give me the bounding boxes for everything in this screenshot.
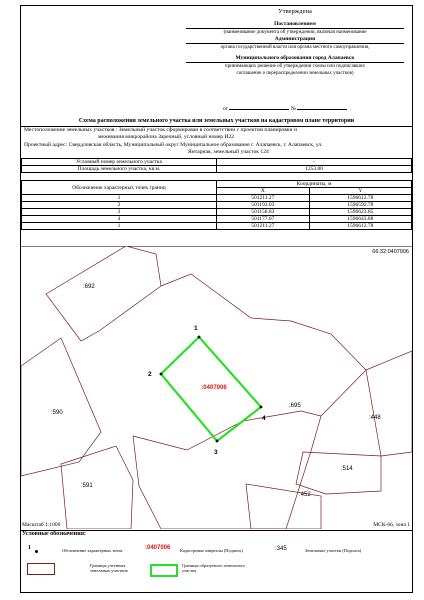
- point-cell: 1: [22, 195, 217, 202]
- legend-existing-label: Границы учтенных земельных участков: [90, 563, 128, 573]
- y-cell: 1596612.78: [309, 223, 411, 230]
- lot-label: :590: [51, 410, 63, 416]
- crs-text: МСК-66, зона 1: [373, 522, 410, 528]
- lot-590-boundary: [21, 338, 101, 476]
- x-cell: 501177.07: [217, 216, 310, 223]
- coords-col-coords: Координаты, м: [217, 181, 412, 188]
- scale-text: Масштаб 1:1000: [22, 522, 61, 528]
- coords-col-x: X: [217, 188, 310, 195]
- location-line1: Местоположение земельных участков : Земельный участок сформирован в соответствии с проектом планировки и: [24, 127, 297, 133]
- approval-municipality: Муниципального образования город Алапаевск: [186, 55, 404, 63]
- approval-authority: Администрации: [186, 36, 404, 44]
- y-cell: 1596643.88: [309, 216, 411, 223]
- parcel-quarter-label: :0407006: [201, 385, 227, 391]
- legend-quarter-label: Кадастровые кварталы (Подпись): [180, 548, 243, 553]
- point-marker-icon: [35, 550, 38, 553]
- approval-note-line1: принимающих решение об утверждении схемы или подписавших: [224, 64, 366, 69]
- location-line2: межевания микрорайона Заречный, условный номер И22: [98, 134, 235, 140]
- coords-col-y: Y: [309, 188, 411, 195]
- lot-591-boundary: [61, 446, 133, 529]
- y-cell: 1596612.78: [309, 195, 411, 202]
- approval-doc-type: Постановлением: [186, 21, 404, 29]
- legend-existing-swatch: [27, 563, 55, 575]
- y-cell: 1596592.78: [309, 202, 411, 209]
- point-cell: 1: [22, 223, 217, 230]
- parcel-number-value: -: [217, 159, 412, 166]
- approval-date-number: [223, 106, 347, 112]
- y-cell: 1596623.85: [309, 209, 411, 216]
- coords-table: [21, 180, 412, 230]
- table-row: [22, 209, 412, 216]
- table-row: [22, 216, 412, 223]
- point-cell: 3: [22, 209, 217, 216]
- point-label: 2: [148, 371, 152, 378]
- approval-authority-note: органа государственной власти или органа местного самоуправления,: [220, 45, 370, 50]
- lot-695-boundary: [133, 411, 321, 529]
- approval-doc-type-note: (наименование документа об утверждении, включая наименование: [223, 30, 367, 35]
- point-marker: [260, 406, 263, 409]
- point-marker: [216, 440, 219, 443]
- point-marker: [160, 373, 163, 376]
- coords-rows: [22, 195, 412, 230]
- approval-heading: Утверждена: [278, 8, 312, 15]
- approval-block: [180, 8, 410, 77]
- legend-point-number: 1: [28, 545, 31, 551]
- legend-lot-label: Земельные участки (Подпись): [305, 548, 362, 553]
- coords-col-points: Обозначение характерных точек границ: [22, 181, 217, 195]
- point-cell: 4: [22, 216, 217, 223]
- x-cell: 501211.27: [217, 223, 310, 230]
- legend-lot-sample: :345: [275, 546, 287, 552]
- table-row: [22, 202, 412, 209]
- parcel-area-value: 1253.00: [217, 166, 412, 173]
- lot-label: :591: [81, 483, 93, 489]
- point-cell: 2: [22, 202, 217, 209]
- point-label: 1: [194, 325, 198, 332]
- quarter-label: 66:32:0407006: [372, 249, 409, 255]
- point-label: 3: [214, 449, 218, 456]
- location-line4: Янтарная, земельный участок 124: [188, 149, 269, 155]
- legend-quarter-sample: :0407006: [145, 545, 171, 551]
- number-prefix: №: [290, 106, 297, 112]
- lot-692-boundary: [46, 246, 161, 341]
- date-prefix: от: [223, 106, 229, 112]
- x-cell: 501158.83: [217, 209, 310, 216]
- legend-title: Условные обозначения:: [22, 531, 86, 537]
- lot-boundary-line: [321, 370, 366, 416]
- lot-448-boundary: [366, 351, 412, 456]
- legend-formed-label: Границы образуемого земельного участка: [182, 563, 245, 573]
- x-cell: 501211.27: [217, 195, 310, 202]
- table-row: [22, 195, 412, 202]
- point-marker: [198, 336, 201, 339]
- lot-label: :695: [289, 403, 301, 409]
- cadastral-map: [21, 246, 412, 529]
- table-row: [22, 223, 412, 230]
- parcel-table: [21, 158, 412, 173]
- approval-note-line2: соглашение о перераспределении земельных участков): [236, 71, 354, 76]
- document-title: Схема расположения земельного участка или земельных участков на кадастровом плане территории: [78, 118, 355, 124]
- lot-452-boundary: [246, 484, 321, 529]
- lot-boundary-line: [161, 274, 366, 370]
- location-line3: Проектный адрес: Свердловская область, Муниципальный округ Муниципальное образование г. Алапаевск, г. Алапаевск, ул.: [24, 142, 323, 148]
- parcel-number-label: Условный номер земельного участка: [22, 159, 217, 166]
- lot-label: :692: [83, 284, 95, 290]
- legend-formed-swatch: [150, 564, 178, 577]
- lot-label: :448: [369, 415, 381, 421]
- lot-label: :452: [299, 492, 311, 498]
- legend-point-label: Обозначение характерных точек: [62, 548, 123, 553]
- point-label: 4: [262, 415, 266, 422]
- parcel-area-label: Площадь земельного участка, кв.м.: [22, 166, 217, 173]
- lot-label: :514: [341, 466, 353, 472]
- x-cell: 501193.03: [217, 202, 310, 209]
